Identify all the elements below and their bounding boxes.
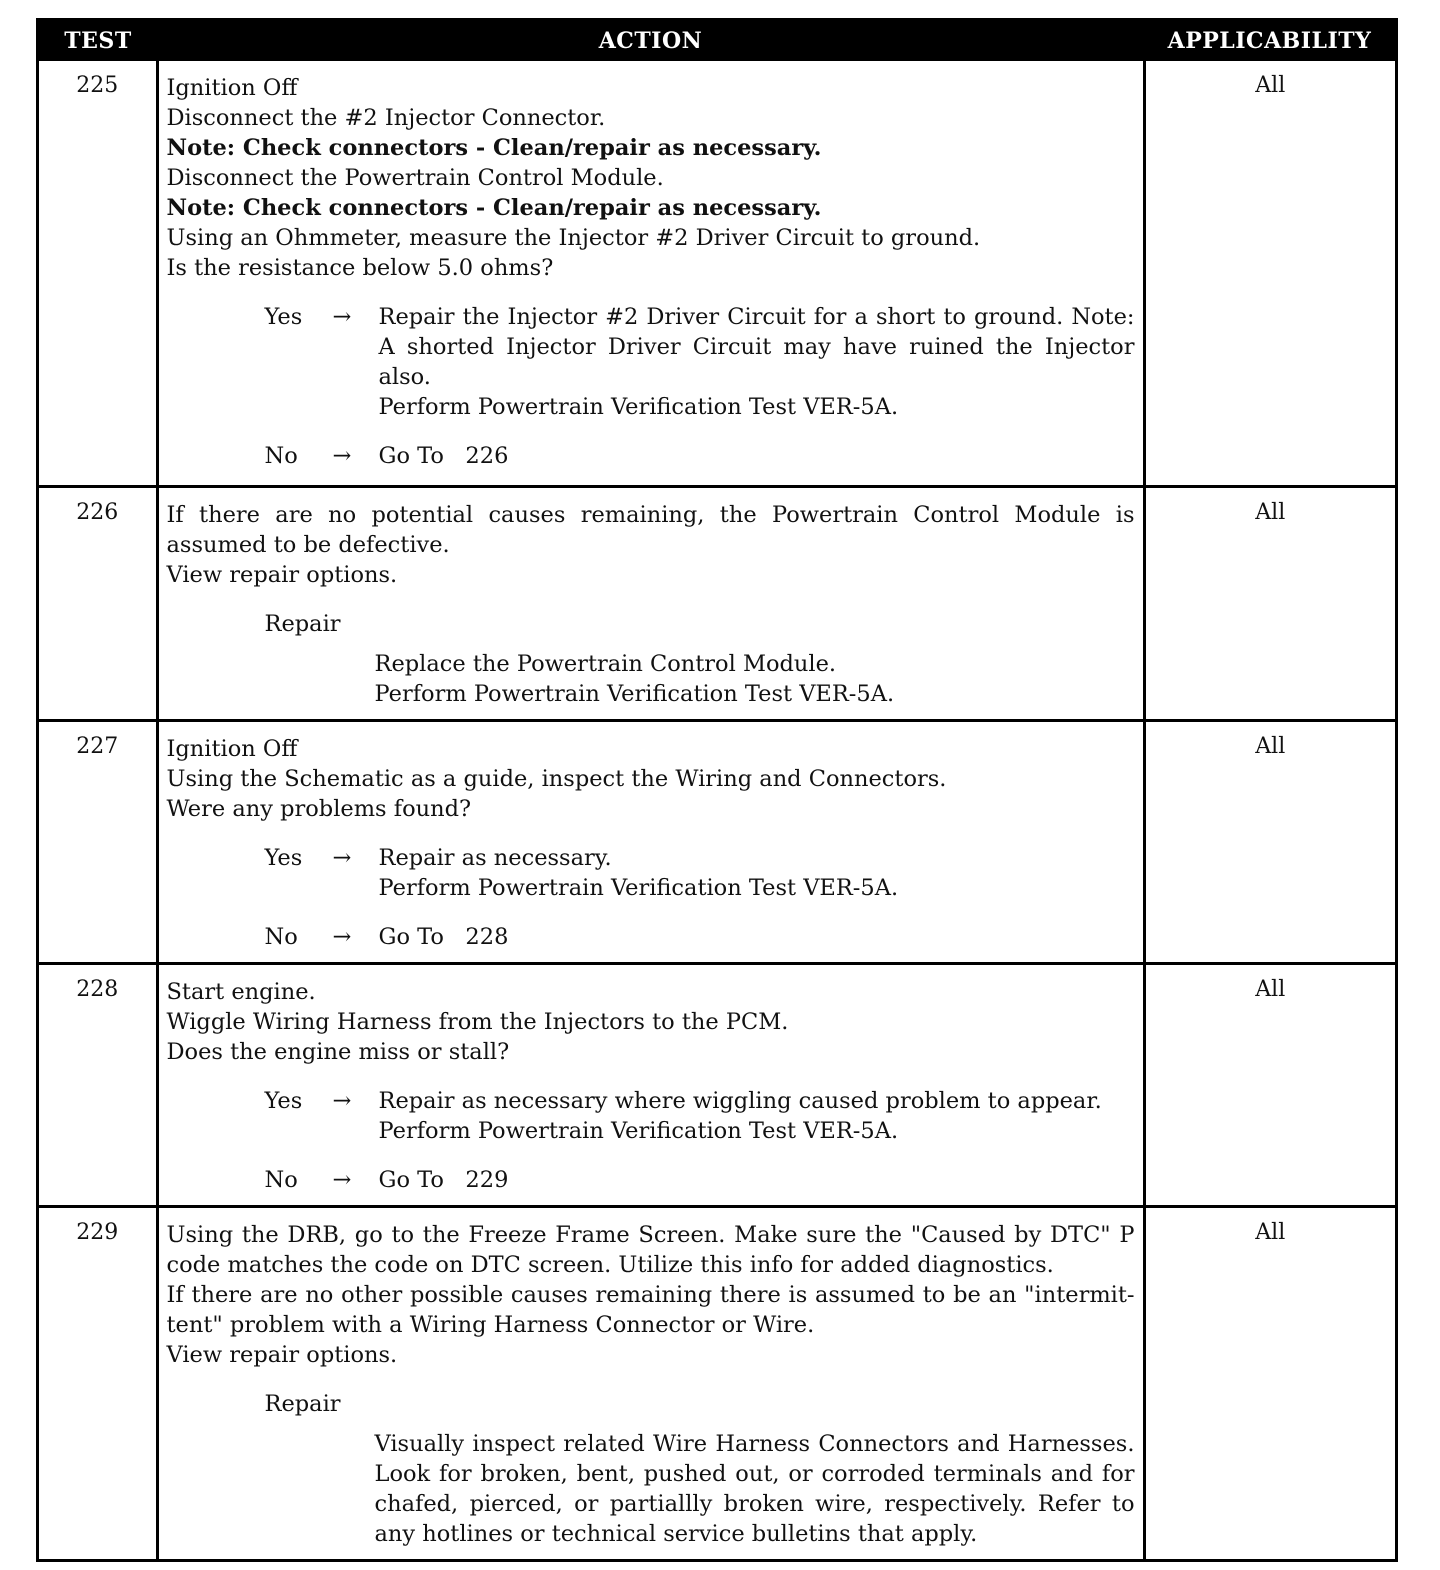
test-number: 225 xyxy=(39,61,157,486)
arrow-icon: → xyxy=(332,1166,352,1193)
no-label: No xyxy=(264,923,298,950)
yes-text: Repair as necessary where wiggling caused problem to appear. Perform Powertrain Verification Test VER-5A. xyxy=(378,1087,1102,1144)
test-number: 229 xyxy=(39,1206,157,1559)
yes-branch xyxy=(167,843,1135,903)
yes-branch xyxy=(167,302,1135,422)
yes-text: Repair as necessary. Perform Powertrain Verification Test VER-5A. xyxy=(378,844,899,901)
goto-link[interactable]: Go To 226 xyxy=(378,443,509,469)
arrow-icon: → xyxy=(332,443,352,469)
header-action: ACTION xyxy=(157,21,1144,61)
yes-text: Repair the Injector #2 Driver Circuit for a short to ground. Note: A shorted Injector Driver Circuit may have ruined the Injector also. Perform Powertrain Verification Test VER-5A. xyxy=(378,304,1135,420)
action-line: Ignition Off xyxy=(166,75,298,101)
goto-link[interactable]: Go To 229 xyxy=(378,1166,509,1193)
action-line: Ignition Off xyxy=(166,735,298,762)
repair-text: Visually inspect related Wire Harness Connectors and Harnesses. Look for broken, bent, pushed out, or corroded terminals and for chafed, pierced, or partiallly broken wire, respectively. Refer to any hotlines or technical service bulletins that apply. xyxy=(374,1430,1135,1547)
diagnostic-test-table xyxy=(36,18,1398,1562)
action-cell xyxy=(157,486,1144,720)
yes-label: Yes xyxy=(264,844,303,871)
applicability-value: All xyxy=(1144,486,1395,720)
question-line: Were any problems found? xyxy=(166,795,472,822)
action-cell xyxy=(157,61,1144,486)
table-header-row xyxy=(39,21,1395,61)
applicability-value: All xyxy=(1144,61,1395,486)
arrow-icon: → xyxy=(332,1087,352,1114)
test-number: 227 xyxy=(39,720,157,963)
action-line: View repair options. xyxy=(166,1341,398,1368)
repair-text: Replace the Powertrain Control Module. Perform Powertrain Verification Test VER-5A. xyxy=(374,650,895,707)
action-line: Wiggle Wiring Harness from the Injectors to the PCM. xyxy=(166,1008,789,1035)
action-line: Start engine. xyxy=(166,978,316,1005)
no-branch xyxy=(167,922,1135,952)
action-paragraph: If there are no potential causes remaining, the Powertrain Control Module is assumed to be defective. xyxy=(166,501,1135,558)
table-row xyxy=(39,1206,1395,1559)
action-cell xyxy=(157,720,1144,963)
note-line: Note: Check connectors - Clean/repair as necessary. xyxy=(166,195,822,221)
no-branch xyxy=(167,441,1135,471)
repair-block xyxy=(167,1389,1135,1549)
arrow-icon: → xyxy=(332,923,352,950)
action-cell xyxy=(157,1206,1144,1559)
yes-label: Yes xyxy=(264,304,303,330)
goto-link[interactable]: Go To 228 xyxy=(378,923,509,950)
question-line: Does the engine miss or stall? xyxy=(166,1038,510,1065)
action-line: Using the Schematic as a guide, inspect the Wiring and Connectors. xyxy=(166,765,947,792)
action-paragraph: If there are no other possible causes remaining there is assumed to be an "intermit-tent" problem with a Wiring Harness Connector or Wire. xyxy=(166,1281,1135,1338)
yes-branch xyxy=(167,1086,1135,1146)
question-line: Is the resistance below 5.0 ohms? xyxy=(166,255,554,281)
applicability-value: All xyxy=(1144,1206,1395,1559)
table-row xyxy=(39,720,1395,963)
applicability-value: All xyxy=(1144,963,1395,1206)
no-label: No xyxy=(264,443,298,469)
table-row xyxy=(39,963,1395,1206)
action-paragraph: Using the DRB, go to the Freeze Frame Screen. Make sure the "Caused by DTC" P code matches the code on DTC screen. Utilize this info for added diagnostics. xyxy=(166,1221,1135,1278)
test-number: 226 xyxy=(39,486,157,720)
action-cell xyxy=(157,963,1144,1206)
action-line: Disconnect the #2 Injector Connector. xyxy=(166,105,606,131)
header-test: TEST xyxy=(39,21,157,61)
repair-label: Repair xyxy=(264,1390,341,1417)
header-applicability: APPLICABILITY xyxy=(1144,21,1395,61)
table-row xyxy=(39,61,1395,486)
yes-label: Yes xyxy=(264,1087,303,1114)
repair-block xyxy=(167,609,1135,709)
action-line: View repair options. xyxy=(166,561,398,588)
applicability-value: All xyxy=(1144,720,1395,963)
no-branch xyxy=(167,1165,1135,1195)
no-label: No xyxy=(264,1166,298,1193)
arrow-icon: → xyxy=(332,844,352,871)
action-line: Disconnect the Powertrain Control Module. xyxy=(166,165,664,191)
action-line: Using an Ohmmeter, measure the Injector #2 Driver Circuit to ground. xyxy=(166,225,981,251)
note-line: Note: Check connectors - Clean/repair as necessary. xyxy=(166,135,822,161)
arrow-icon: → xyxy=(332,304,352,330)
table-row xyxy=(39,486,1395,720)
repair-label: Repair xyxy=(264,610,341,637)
test-number: 228 xyxy=(39,963,157,1206)
